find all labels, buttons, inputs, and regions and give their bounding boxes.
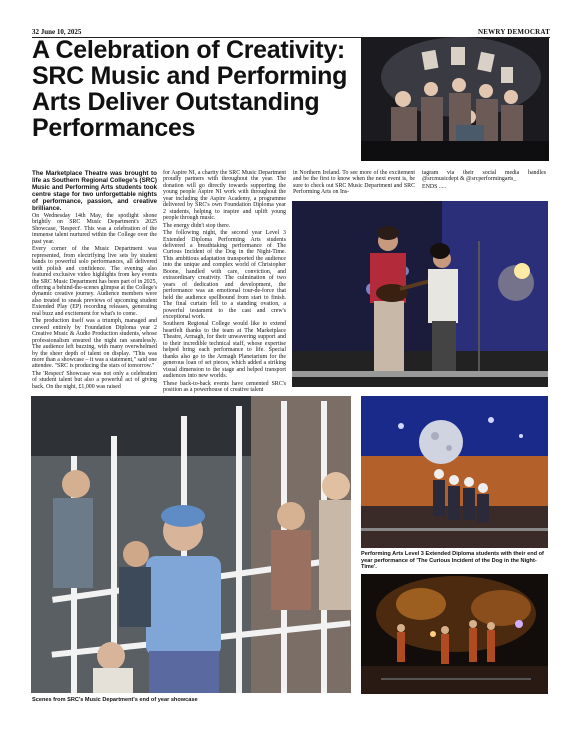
caption-performing-arts: Performing Arts Level 3 Extended Diploma students with their end of year performance of 'The Curious Incident of the Dog in the Night-Time'.	[361, 551, 544, 571]
caption-showcase: Scenes from SRC's Music Department's end of year showcase	[32, 697, 198, 703]
page-date: 32 June 10, 2025	[32, 28, 82, 36]
article-column-1	[32, 170, 157, 391]
paragraph: tagram via their social media handles @srcmusicdept & @srcperformingarts_	[422, 170, 546, 183]
article-column-3	[293, 170, 415, 197]
paragraph: The production itself was a triumph, managed and crewed entirely by Foundation Diploma year 2 Creative Music & Audio Production students, whose professionalism ensured the night ran seamlessly. The audience left buzzing, with many overwhelmed by the sheer depth of talent on display. "This was more than a showcase – it was a statement," said one attendee. "SRC is producing the stars of tomorrow."	[32, 318, 157, 370]
paragraph: These back-to-back events have cemented SRC's position as a powerhouse of creative talent	[163, 380, 286, 393]
paragraph: On Wednesday 14th May, the spotlight shone brightly on SRC Music Department's 2025 Showcase, 'Respect'. This was a celebration of the immense talent nurtured within the College over the past year.	[32, 213, 157, 245]
article-lead: The Marketplace Theatre was brought to life as Southern Regional College's (SRC) Music and Performing Arts students took centre stage for two unforgettable nights of performance, passion, and creative brilliance.	[32, 170, 157, 212]
paragraph: in Northern Ireland. To see more of the excitement and be the first to know when the next event is, be sure to check out SRC Music Department and SRC Performing Arts on Ins-	[293, 170, 415, 196]
photo-guitarists	[292, 201, 548, 387]
paragraph: The 'Respect' Showcase was not only a celebration of student talent but also a powerful act of giving back. On the night, £1,000 was raised	[32, 370, 157, 390]
photo-showcase-scenes	[31, 396, 351, 693]
paragraph: ENDS .....	[422, 183, 447, 190]
paragraph: The energy didn't stop there.	[163, 222, 231, 229]
headline: A Celebration of Creativity: SRC Music and Performing Arts Deliver Outstanding Performances	[32, 36, 348, 142]
photo-band-stage	[361, 574, 548, 694]
paragraph: The following night, the second year Level 3 Extended Diploma Performing Arts students delivered a breathtaking performance of The Curious Incident of the Dog in the Night-Time. This ambitious adaptation transported the audience into the unique and complex world of Christopher Boone, handled with care, conviction, and extraordinary creativity. The culmination of two years of dedication and development, the performance was an emotional tour-de-force that held the audience spellbound from start to finish. The final curtain fell to a standing ovation, a powerful testament to the cast and crew's exceptional work.	[163, 230, 286, 320]
publication-name: NEWRY DEMOCRAT	[478, 28, 550, 36]
photo-curious-incident	[361, 396, 548, 548]
photo-cast-group	[361, 37, 549, 161]
paragraph: Southern Regional College would like to extend heartfelt thanks to the team at The Marketplace Theatre, Armagh, for their unwavering support and to their incredible technical staff, whose expertise helped bring each performance to life. Special thanks also go to the Armagh Planetarium for the generous loan of set pieces, which added a striking visual dimension to the stage and helped transport audiences into new worlds.	[163, 321, 286, 380]
article-column-2	[163, 170, 286, 394]
paragraph: for Aspire NI, a charity the SRC Music Department proudly partners with throughout the year. The donation will go directly towards supporting the young people Aspire NI work with throughout the year including the Aspire Academy, a programme delivered by SRC's own Foundation Diploma year 2 students, helping to inspire and uplift young people through music.	[163, 170, 286, 222]
paragraph: Every corner of the Music Department was represented, from electrifying live sets by student bands to powerful solo performances, all delivered with polish and confidence. The evening also featured exclusive video highlights from key events the SRC Music Department has been part of in 2025, offering a behind-the-scenes glimpse at the College's dynamic creative journey. Audience members were also treated to sneak previews of upcoming student Extended Play (EP) recording releases, generating real buzz and excitement for what's to come.	[32, 246, 157, 317]
article-column-4	[422, 170, 546, 191]
